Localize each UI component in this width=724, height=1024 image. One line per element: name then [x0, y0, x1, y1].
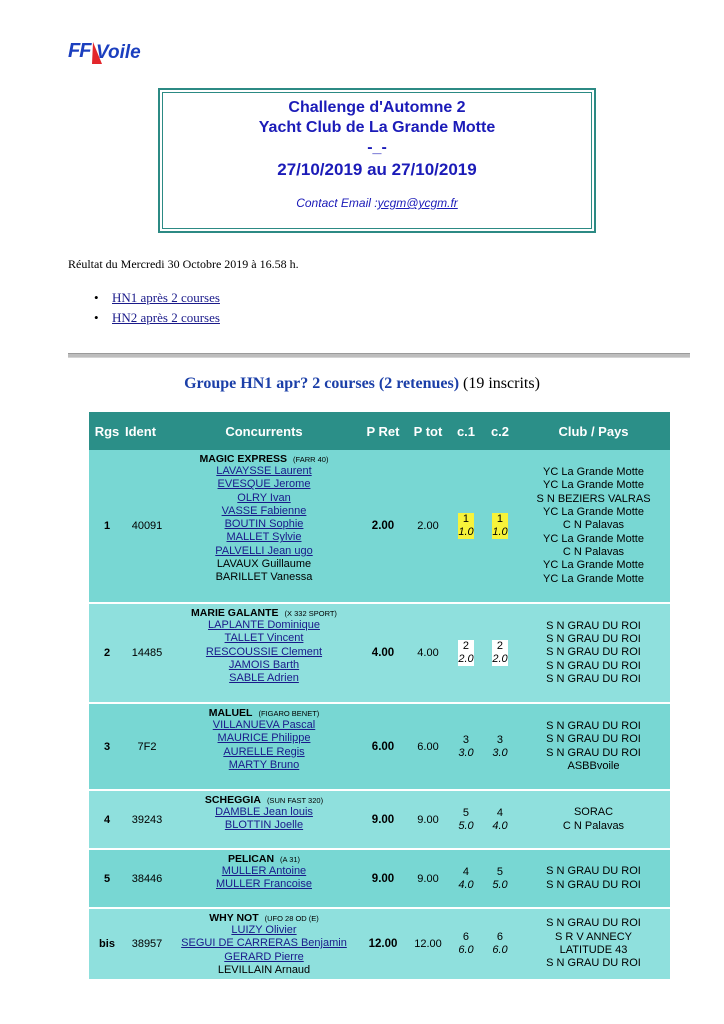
- crew-member[interactable]: SABLE Adrien: [229, 672, 299, 685]
- ident-cell: 40091: [125, 450, 169, 602]
- table-row: [89, 850, 670, 907]
- club-name: YC La Grande Motte: [543, 479, 644, 492]
- event-separator: -_-: [367, 139, 387, 156]
- club-name: S N GRAU DU ROI: [546, 865, 641, 878]
- race-score: [492, 640, 507, 666]
- ptot-cell: 9.00: [407, 850, 449, 907]
- pret-cell: 9.00: [359, 791, 407, 848]
- contact-email-link[interactable]: ycgm@ycgm.fr: [377, 196, 458, 210]
- crew-member[interactable]: SEGUI DE CARRERAS Benjamin: [181, 937, 347, 950]
- boat-type: (A 31): [280, 855, 301, 864]
- club-name: S N GRAU DU ROI: [546, 746, 641, 759]
- crew-member[interactable]: BLOTTIN Joelle: [224, 819, 304, 832]
- link-hn1[interactable]: HN1 après 2 courses: [112, 290, 220, 305]
- race-score: [492, 931, 507, 957]
- club-name: S N GRAU DU ROI: [546, 917, 641, 930]
- club-name: S N BEZIERS VALRAS: [536, 492, 651, 505]
- club-name: S N GRAU DU ROI: [546, 719, 641, 732]
- rank-cell: 3: [89, 704, 125, 789]
- ident-cell: 14485: [125, 604, 169, 702]
- table-row: [89, 604, 670, 702]
- rank-cell: 2: [89, 604, 125, 702]
- club-name: S N GRAU DU ROI: [546, 957, 641, 970]
- table-row: [89, 704, 670, 789]
- race-points: 2.0: [458, 653, 474, 665]
- race-place: 3: [496, 733, 504, 746]
- results-table: [89, 412, 670, 979]
- table-row: [89, 450, 670, 602]
- event-club: Yacht Club de La Grande Motte: [258, 119, 496, 136]
- col-c1: c.1: [449, 412, 483, 450]
- race-place: 2: [462, 640, 470, 652]
- ptot-cell: 9.00: [407, 791, 449, 848]
- boat-type: (X 332 SPORT): [284, 609, 337, 618]
- ptot-cell: 6.00: [407, 704, 449, 789]
- crew-member: BARILLET Vanessa: [215, 571, 313, 584]
- competitors-cell: [169, 604, 359, 702]
- boat-name-text: SCHEGGIA: [204, 794, 261, 806]
- club-cell: [517, 604, 670, 702]
- table-header-row: [89, 412, 670, 450]
- group-heading: [0, 375, 724, 393]
- rank-cell: bis: [89, 909, 125, 979]
- club-name: YC La Grande Motte: [543, 572, 644, 585]
- club-name: S N GRAU DU ROI: [546, 672, 641, 685]
- crew-member[interactable]: OLRY Ivan: [237, 491, 291, 504]
- ptot-cell: 4.00: [407, 604, 449, 702]
- crew-member[interactable]: EVESQUE Jerome: [217, 478, 311, 491]
- col-rank: Rgs: [89, 412, 125, 450]
- competitors-cell: [169, 791, 359, 848]
- club-cell: [517, 909, 670, 979]
- boat-name: [169, 707, 359, 719]
- pret-cell: 9.00: [359, 850, 407, 907]
- race-place: 6: [462, 931, 470, 943]
- race-c1-cell: [449, 704, 483, 789]
- crew-member[interactable]: MULLER Francoise: [216, 878, 312, 891]
- race-c1-cell: [449, 791, 483, 848]
- race-score: [458, 866, 473, 892]
- crew-member[interactable]: MARTY Bruno: [228, 758, 300, 771]
- bullet: •: [94, 290, 99, 305]
- boat-name: [169, 853, 359, 865]
- club-name: ASBBvoile: [567, 759, 620, 772]
- boat-name: [169, 912, 359, 924]
- logo-voile-text: Voile: [96, 42, 141, 63]
- boat-name-text: WHY NOT: [209, 912, 259, 924]
- col-c2: c.2: [483, 412, 517, 450]
- club-name: C N Palavas: [562, 519, 625, 532]
- race-place: 1: [462, 513, 470, 525]
- club-name: S N GRAU DU ROI: [546, 659, 641, 672]
- event-title: Challenge d'Automne 2: [288, 99, 466, 116]
- ident-cell: 38446: [125, 850, 169, 907]
- club-name: YC La Grande Motte: [543, 466, 644, 479]
- race-c2-cell: [483, 909, 517, 979]
- competitors-cell: [169, 850, 359, 907]
- race-score: [458, 931, 473, 957]
- ident-cell: 7F2: [125, 704, 169, 789]
- result-date: Réultat du Mercredi 30 Octobre 2019 à 16.58 h.: [68, 257, 299, 271]
- race-points: 3.0: [492, 746, 508, 759]
- race-place: 2: [496, 640, 504, 652]
- divider: [68, 353, 690, 358]
- competitors-cell: [169, 909, 359, 979]
- col-club: Club / Pays: [517, 412, 670, 450]
- race-score: [458, 640, 473, 666]
- ffvoile-logo: [68, 40, 148, 68]
- crew-member[interactable]: DAMBLE Jean louis: [215, 806, 313, 818]
- club-name: S N GRAU DU ROI: [546, 646, 641, 659]
- club-cell: [517, 850, 670, 907]
- race-points: 6.0: [492, 944, 508, 956]
- boat-name: [169, 607, 359, 619]
- race-c2-cell: [483, 791, 517, 848]
- crew-member[interactable]: MAURICE Philippe: [217, 732, 311, 745]
- club-cell: [517, 450, 670, 602]
- ptot-cell: 2.00: [407, 450, 449, 602]
- crew-member[interactable]: VASSE Fabienne: [221, 504, 307, 517]
- event-title-box: [158, 88, 596, 233]
- club-name: C N Palavas: [562, 819, 625, 832]
- boat-type: (UFO 28 OD (E): [264, 914, 319, 923]
- race-place: 4: [462, 865, 470, 878]
- crew-member[interactable]: MALLET Sylvie: [226, 531, 302, 544]
- race-points: 4.0: [458, 878, 474, 891]
- race-points: 1.0: [492, 526, 508, 538]
- crew-member[interactable]: LUIZY Olivier: [231, 924, 297, 936]
- link-hn2[interactable]: HN2 après 2 courses: [112, 310, 220, 325]
- col-pret: P Ret: [359, 412, 407, 450]
- rank-cell: 1: [89, 450, 125, 602]
- boat-name: [169, 794, 359, 806]
- club-name: SORAC: [573, 806, 614, 819]
- boat-name-text: MARIE GALANTE: [191, 607, 279, 619]
- bullet: •: [94, 310, 99, 325]
- crew-member[interactable]: LAVAYSSE Laurent: [216, 465, 312, 477]
- col-ptot: P tot: [407, 412, 449, 450]
- race-c1-cell: [449, 604, 483, 702]
- club-name: S N GRAU DU ROI: [546, 733, 641, 746]
- group-title: Groupe HN1 apr? 2 courses (2 retenues): [184, 375, 460, 392]
- club-name: S R V ANNECY: [554, 930, 633, 943]
- boat-name-text: PELICAN: [227, 853, 275, 865]
- club-name: S N GRAU DU ROI: [546, 633, 641, 646]
- race-points: 4.0: [492, 819, 508, 832]
- race-score: [492, 807, 507, 833]
- crew-member[interactable]: MULLER Antoine: [221, 865, 307, 877]
- crew-member: LEVILLAIN Arnaud: [217, 963, 311, 976]
- club-name: LATITUDE 43: [559, 944, 628, 956]
- race-place: 5: [496, 865, 504, 878]
- race-place: 5: [462, 806, 470, 819]
- race-place: 4: [496, 806, 504, 819]
- race-place: 3: [462, 733, 470, 746]
- event-date: 27/10/2019 au 27/10/2019: [277, 160, 477, 179]
- club-name: YC La Grande Motte: [543, 559, 644, 572]
- logo-ff-text: FF: [68, 40, 91, 62]
- crew-member[interactable]: PALVELLI Jean ugo: [215, 544, 313, 557]
- contact-line: [160, 196, 594, 210]
- boat-name-text: MALUEL: [208, 707, 253, 719]
- race-points: 1.0: [458, 526, 474, 538]
- col-competitors: Concurrents: [169, 412, 359, 450]
- boat-type: (SUN FAST 320): [266, 796, 324, 805]
- boat-type: (FARR 40): [293, 455, 329, 464]
- pret-cell: 6.00: [359, 704, 407, 789]
- race-score: [458, 513, 473, 539]
- club-name: S N GRAU DU ROI: [546, 878, 641, 891]
- race-place: 1: [496, 513, 504, 525]
- group-count: (19 inscrits): [459, 375, 540, 392]
- race-score: [458, 734, 473, 760]
- table-row: [89, 791, 670, 848]
- race-score: [492, 734, 507, 760]
- pret-cell: 2.00: [359, 450, 407, 602]
- ptot-cell: 12.00: [407, 909, 449, 979]
- race-c2-cell: [483, 850, 517, 907]
- boat-name: [169, 453, 359, 465]
- club-name: YC La Grande Motte: [543, 532, 644, 545]
- boat-name-text: MAGIC EXPRESS: [199, 453, 288, 465]
- race-score: [492, 513, 507, 539]
- crew-member[interactable]: VILLANUEVA Pascal: [212, 719, 316, 731]
- ident-cell: 38957: [125, 909, 169, 979]
- pret-cell: 12.00: [359, 909, 407, 979]
- competitors-cell: [169, 450, 359, 602]
- race-c2-cell: [483, 704, 517, 789]
- club-name: C N Palavas: [562, 545, 625, 558]
- club-cell: [517, 791, 670, 848]
- race-c2-cell: [483, 604, 517, 702]
- race-points: 6.0: [458, 944, 474, 956]
- club-name: YC La Grande Motte: [543, 506, 644, 519]
- club-name: S N GRAU DU ROI: [546, 619, 641, 632]
- race-c1-cell: [449, 909, 483, 979]
- pret-cell: 4.00: [359, 604, 407, 702]
- contact-label: Contact Email :: [296, 196, 378, 210]
- race-c1-cell: [449, 850, 483, 907]
- crew-member[interactable]: JAMOIS Barth: [228, 658, 300, 671]
- col-ident: Ident: [125, 412, 169, 450]
- race-c2-cell: [483, 450, 517, 602]
- crew-member[interactable]: LAPLANTE Dominique: [208, 619, 320, 631]
- crew-member[interactable]: TALLET Vincent: [224, 632, 304, 645]
- table-row: [89, 909, 670, 979]
- crew-member: LAVAUX Guillaume: [216, 558, 312, 571]
- race-points: 5.0: [458, 819, 474, 832]
- race-score: [492, 866, 507, 892]
- rank-cell: 5: [89, 850, 125, 907]
- race-points: 5.0: [492, 878, 508, 891]
- club-cell: [517, 704, 670, 789]
- race-score: [458, 807, 473, 833]
- crew-member[interactable]: BOUTIN Sophie: [224, 518, 304, 531]
- boat-type: (FIGARO BENET): [258, 709, 320, 718]
- race-c1-cell: [449, 450, 483, 602]
- rank-cell: 4: [89, 791, 125, 848]
- competitors-cell: [169, 704, 359, 789]
- race-points: 3.0: [458, 746, 474, 759]
- race-place: 6: [496, 931, 504, 943]
- race-points: 2.0: [492, 653, 508, 665]
- crew-member[interactable]: GERARD Pierre: [224, 950, 304, 963]
- crew-member[interactable]: RESCOUSSIE Clement: [205, 645, 323, 658]
- ident-cell: 39243: [125, 791, 169, 848]
- crew-member[interactable]: AURELLE Regis: [223, 745, 305, 758]
